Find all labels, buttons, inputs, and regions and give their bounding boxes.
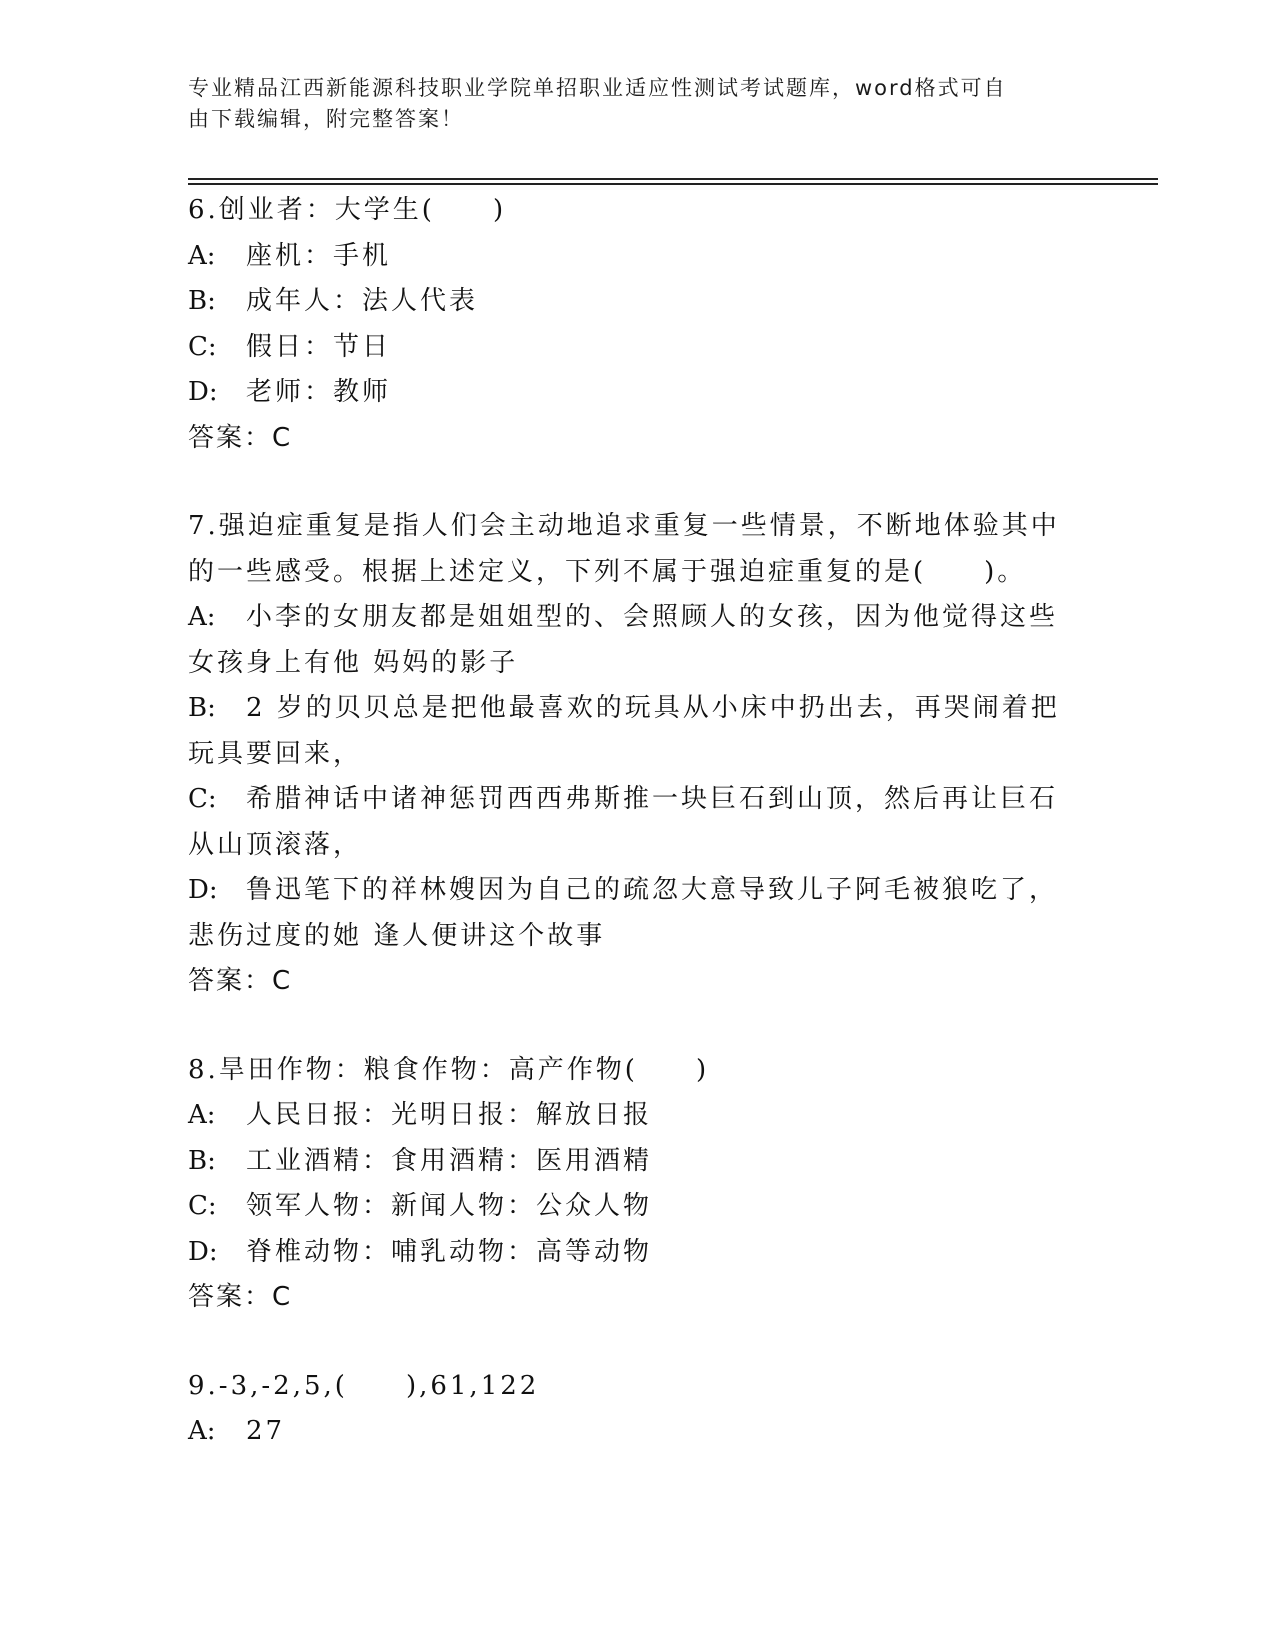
question-stem: 6.创业者：大学生( ) xyxy=(188,195,507,225)
option-text: 假日：节日 xyxy=(246,331,392,362)
option-text: 2 岁的贝贝总是把他最喜欢的玩具从小床中扔出去，再哭闹着把 xyxy=(246,693,1060,723)
answer-label: 答案：C xyxy=(188,966,293,996)
option-text: 座机：手机 xyxy=(246,240,392,271)
option-text: 领军人物：新闻人物：公众人物 xyxy=(246,1191,653,1221)
option-a xyxy=(188,1409,1068,1455)
option-key: B: xyxy=(188,693,216,723)
option-key: A: xyxy=(188,1416,216,1446)
header-divider-top xyxy=(188,178,1158,180)
option-a xyxy=(188,595,1068,641)
question-stem-line-2: 的一些感受。根据上述定义，下列不属于强迫症重复的是( )。 xyxy=(188,556,1027,587)
question-stem-line-1: 7.强迫症重复是指人们会主动地追求重复一些情景，不断地体验其中 xyxy=(188,511,1060,541)
option-c xyxy=(188,777,1068,823)
option-c xyxy=(188,325,1068,371)
option-key: C: xyxy=(188,331,217,362)
option-key: A: xyxy=(188,1100,216,1130)
option-c xyxy=(188,1184,1068,1230)
option-text: 小李的女朋友都是姐姐型的、会照顾人的女孩，因为他觉得这些 xyxy=(246,602,1059,632)
option-d-continued: 悲伤过度的她 逢人便讲这个故事 xyxy=(188,920,606,951)
option-text: 脊椎动物：哺乳动物：高等动物 xyxy=(246,1236,653,1267)
question-8 xyxy=(188,1048,1068,1321)
option-text: 27 xyxy=(246,1416,286,1446)
option-text: 成年人：法人代表 xyxy=(246,286,479,316)
option-key: A: xyxy=(188,602,216,632)
option-d xyxy=(188,370,1068,416)
option-text: 人民日报：光明日报：解放日报 xyxy=(246,1100,653,1130)
option-text: 工业酒精：食用酒精：医用酒精 xyxy=(246,1145,653,1176)
option-d xyxy=(188,1230,1068,1276)
header-line-1: 专业精品江西新能源科技职业学院单招职业适应性测试考试题库，word格式可自 xyxy=(188,76,1007,100)
option-text: 鲁迅笔下的祥林嫂因为自己的疏忽大意导致儿子阿毛被狼吃了， xyxy=(246,875,1059,905)
option-c-continued: 从山顶滚落， xyxy=(188,829,363,860)
question-stem: 9.-3,-2,5,( ),61,122 xyxy=(188,1370,540,1401)
question-stem: 8.旱田作物：粮食作物：高产作物( ) xyxy=(188,1054,710,1085)
document-header xyxy=(188,73,1068,135)
option-key: B: xyxy=(188,1145,216,1176)
question-6 xyxy=(188,188,1068,461)
option-d xyxy=(188,868,1068,914)
option-key: C: xyxy=(188,1191,217,1221)
header-line-2: 由下载编辑，附完整答案！ xyxy=(188,107,464,131)
question-7 xyxy=(188,504,1068,1005)
question-list xyxy=(188,188,1068,1498)
option-a xyxy=(188,234,1068,280)
option-key: D: xyxy=(188,377,218,407)
option-key: B: xyxy=(188,286,216,316)
option-key: A: xyxy=(188,240,216,271)
option-b-continued: 玩具要回来， xyxy=(188,738,363,769)
question-9 xyxy=(188,1364,1068,1455)
option-b xyxy=(188,1139,1068,1185)
option-b xyxy=(188,686,1068,732)
option-a xyxy=(188,1093,1068,1139)
option-b xyxy=(188,279,1068,325)
header-divider-bottom xyxy=(188,183,1158,185)
option-key: D: xyxy=(188,1236,218,1267)
option-a-continued: 女孩身上有他 妈妈的影子 xyxy=(188,647,519,678)
option-text: 老师：教师 xyxy=(246,377,392,407)
answer-label: 答案：C xyxy=(188,422,293,453)
answer-label: 答案：C xyxy=(188,1282,293,1312)
option-key: D: xyxy=(188,875,218,905)
option-text: 希腊神话中诸神惩罚西西弗斯推一块巨石到山顶，然后再让巨石 xyxy=(246,784,1059,814)
option-key: C: xyxy=(188,784,217,814)
